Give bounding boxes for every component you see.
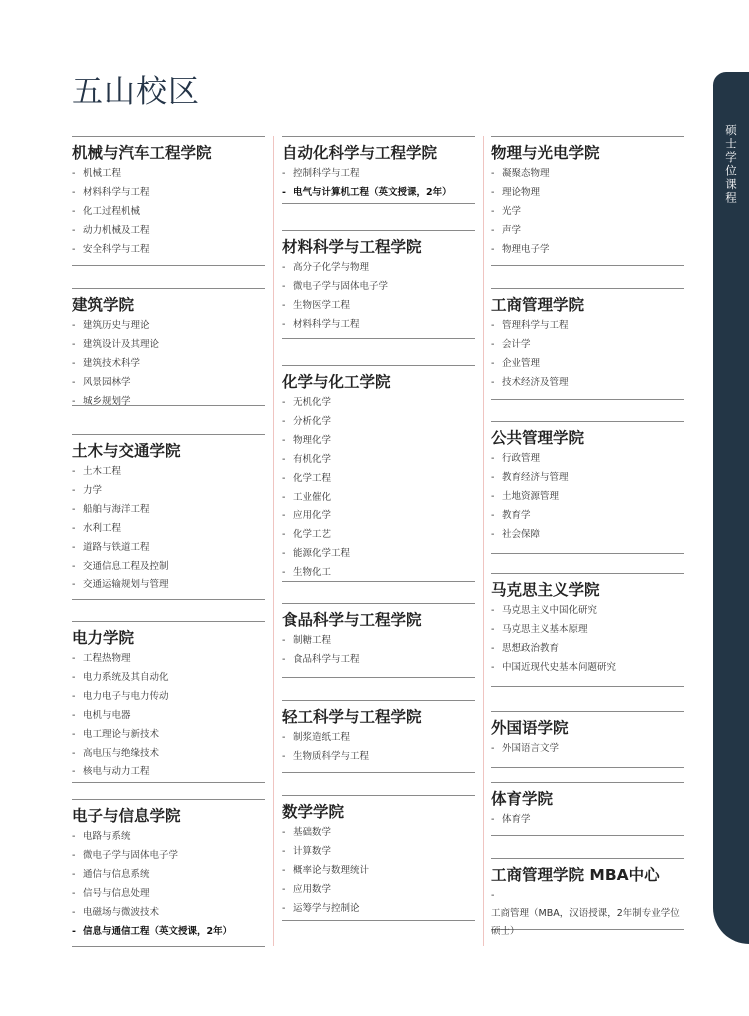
program-item xyxy=(491,184,684,203)
list-bullet: - xyxy=(282,548,286,560)
program-name: 微电子学与固体电子学 xyxy=(293,280,389,292)
college-name: 数学学院 xyxy=(282,803,345,821)
list-bullet: - xyxy=(72,320,76,331)
college-name: 外国语学院 xyxy=(491,719,569,737)
program-name: 微电子学与固体电子学 xyxy=(83,849,179,861)
program-name: 企业管理 xyxy=(502,357,541,369)
list-bullet: - xyxy=(491,490,495,502)
program-name: 化学工艺 xyxy=(293,529,332,541)
program-name: 机械工程 xyxy=(83,168,122,179)
college-name: 土木与交通学院 xyxy=(72,442,181,460)
program-item xyxy=(282,526,475,545)
program-item xyxy=(282,881,475,900)
program-name: 社会保障 xyxy=(502,528,541,540)
program-item xyxy=(282,297,475,316)
program-name: 工业催化 xyxy=(293,491,332,503)
list-bullet: - xyxy=(282,732,286,743)
list-bullet: - xyxy=(72,831,76,842)
list-bullet: - xyxy=(491,814,495,825)
program-name: 制糖工程 xyxy=(293,635,332,646)
program-name: 风景园林学 xyxy=(83,376,131,388)
program-item xyxy=(491,621,684,640)
program-list xyxy=(72,650,265,788)
program-item xyxy=(282,824,475,843)
program-name: 电机与电器 xyxy=(83,709,131,721)
program-item xyxy=(491,355,684,374)
program-item xyxy=(72,393,265,412)
list-bullet: - xyxy=(282,186,286,198)
college-block xyxy=(72,434,265,600)
college-block xyxy=(72,136,265,266)
list-bullet: - xyxy=(72,906,76,918)
program-name: 凝聚态物理 xyxy=(502,168,550,179)
college-block xyxy=(72,621,265,783)
program-list xyxy=(491,450,684,551)
program-name: 声学 xyxy=(502,224,522,236)
program-name: 道路与铁道工程 xyxy=(83,541,150,553)
college-block xyxy=(491,421,684,554)
list-bullet: - xyxy=(282,434,286,446)
list-bullet: - xyxy=(491,320,495,331)
program-name: 高分子化学与物理 xyxy=(293,262,370,273)
list-bullet: - xyxy=(72,503,76,515)
program-item xyxy=(282,651,475,670)
list-bullet: - xyxy=(491,605,495,616)
list-bullet: - xyxy=(72,205,76,217)
college-block xyxy=(72,288,265,406)
program-name: 电力系统及其自动化 xyxy=(83,671,169,683)
list-bullet: - xyxy=(282,750,286,762)
program-item xyxy=(72,885,265,904)
list-bullet: - xyxy=(72,466,76,477)
program-name: 电力电子与电力传动 xyxy=(83,690,169,702)
program-item xyxy=(491,317,684,336)
program-item xyxy=(491,203,684,222)
program-name: 外国语言文学 xyxy=(502,743,560,754)
program-item xyxy=(72,707,265,726)
program-name: 分析化学 xyxy=(293,415,332,427)
program-name: 会计学 xyxy=(502,338,531,350)
list-bullet: - xyxy=(72,747,76,759)
list-bullet: - xyxy=(72,224,76,236)
program-item xyxy=(72,317,265,336)
list-bullet: - xyxy=(72,766,76,778)
program-name: 无机化学 xyxy=(293,397,332,408)
college-block xyxy=(491,711,684,768)
program-item xyxy=(491,450,684,469)
list-bullet: - xyxy=(491,471,495,483)
program-item xyxy=(72,355,265,374)
list-bullet: - xyxy=(282,280,286,292)
program-name: 生物质科学与工程 xyxy=(293,750,370,762)
list-bullet: - xyxy=(491,509,495,521)
program-name: 建筑历史与理论 xyxy=(83,320,150,331)
college-block xyxy=(491,858,684,937)
program-name: 物理电子学 xyxy=(502,243,550,255)
list-bullet: - xyxy=(72,376,76,388)
program-name: 管理科学与工程 xyxy=(502,320,569,331)
program-list xyxy=(491,602,684,684)
list-bullet: - xyxy=(282,318,286,330)
side-tab xyxy=(713,72,749,944)
college-block xyxy=(282,795,475,921)
program-name: 电磁场与微波技术 xyxy=(83,906,160,918)
program-name: 力学 xyxy=(83,484,103,496)
list-bullet: - xyxy=(282,902,286,914)
program-name: 信息与通信工程（英文授课，2年） xyxy=(83,925,233,937)
list-bullet: - xyxy=(72,338,76,350)
program-item xyxy=(72,184,265,203)
program-name: 安全科学与工程 xyxy=(83,243,150,255)
program-name: 核电与动力工程 xyxy=(83,766,150,778)
program-item xyxy=(72,222,265,241)
program-item xyxy=(72,688,265,707)
program-item xyxy=(72,241,265,260)
program-list xyxy=(282,165,475,209)
list-bullet: - xyxy=(72,728,76,740)
list-bullet: - xyxy=(282,864,286,876)
college-name: 建筑学院 xyxy=(72,296,135,314)
list-bullet: - xyxy=(72,186,76,198)
college-name: 化学与化工学院 xyxy=(282,373,391,391)
program-name: 有机化学 xyxy=(293,453,332,465)
program-name: 思想政治教育 xyxy=(502,642,560,654)
college-name: 机械与汽车工程学院 xyxy=(72,144,212,162)
program-name: 马克思主义中国化研究 xyxy=(502,605,598,616)
program-item xyxy=(72,828,265,847)
program-item xyxy=(491,659,684,678)
program-name: 运筹学与控制论 xyxy=(293,902,360,914)
program-name: 食品科学与工程 xyxy=(293,653,360,665)
program-name: 应用数学 xyxy=(293,883,332,895)
program-name: 中国近现代史基本问题研究 xyxy=(502,661,617,673)
list-bullet: - xyxy=(72,484,76,496)
program-name: 计算数学 xyxy=(293,845,332,857)
list-bullet: - xyxy=(282,529,286,541)
program-item xyxy=(72,336,265,355)
program-name: 教育经济与管理 xyxy=(502,471,569,483)
program-name: 物理化学 xyxy=(293,434,332,446)
program-item xyxy=(72,539,265,558)
program-name: 应用化学 xyxy=(293,510,332,522)
program-name: 生物化工 xyxy=(293,567,332,579)
program-name: 制浆造纸工程 xyxy=(293,732,351,743)
list-bullet: - xyxy=(72,709,76,721)
program-item xyxy=(282,259,475,278)
college-block xyxy=(491,573,684,687)
list-bullet: - xyxy=(282,299,286,311)
program-list xyxy=(72,165,265,266)
list-bullet: - xyxy=(282,510,286,522)
list-bullet: - xyxy=(282,845,286,857)
list-bullet: - xyxy=(491,453,495,464)
program-name: 化工过程机械 xyxy=(83,205,141,217)
list-bullet: - xyxy=(282,567,286,579)
program-name: 交通信息工程及控制 xyxy=(83,560,169,572)
program-item xyxy=(282,900,475,919)
program-item xyxy=(72,866,265,885)
program-name: 材料科学与工程 xyxy=(83,186,150,198)
college-name: 体育学院 xyxy=(491,790,554,808)
list-bullet: - xyxy=(72,357,76,369)
program-item xyxy=(72,745,265,764)
program-item xyxy=(491,740,684,759)
college-name: 物理与光电学院 xyxy=(491,144,600,162)
list-bullet: - xyxy=(72,849,76,861)
list-bullet: - xyxy=(491,642,495,654)
program-item xyxy=(491,374,684,393)
program-item xyxy=(72,904,265,923)
program-list xyxy=(491,165,684,266)
program-item xyxy=(491,488,684,507)
program-item xyxy=(72,165,265,184)
program-item xyxy=(491,165,684,184)
program-item xyxy=(282,470,475,489)
program-item xyxy=(282,545,475,564)
program-item xyxy=(72,669,265,688)
list-bullet: - xyxy=(491,743,495,754)
program-list xyxy=(282,729,475,773)
list-bullet: - xyxy=(282,415,286,427)
program-item xyxy=(282,862,475,881)
program-item xyxy=(282,632,475,651)
list-bullet: - xyxy=(72,395,76,407)
program-item xyxy=(72,203,265,222)
college-block xyxy=(282,700,475,773)
program-name: 工商管理（MBA，汉语授课，2年制专业学位硕士） xyxy=(491,908,680,937)
program-name: 建筑设计及其理论 xyxy=(83,338,160,350)
page-title: 五山校区 xyxy=(72,74,200,110)
college-block xyxy=(72,799,265,947)
program-item xyxy=(491,241,684,260)
list-bullet: - xyxy=(491,338,495,350)
program-list xyxy=(491,811,684,836)
college-name: 自动化科学与工程学院 xyxy=(282,144,438,162)
program-list xyxy=(72,828,265,947)
program-name: 水利工程 xyxy=(83,522,122,534)
list-bullet: - xyxy=(282,653,286,665)
list-bullet: - xyxy=(72,925,76,937)
list-bullet: - xyxy=(491,357,495,369)
program-name: 高电压与绝缘技术 xyxy=(83,747,160,759)
program-item xyxy=(282,278,475,297)
program-name: 城乡规划学 xyxy=(83,395,131,407)
program-item xyxy=(72,482,265,501)
list-bullet: - xyxy=(72,243,76,255)
program-name: 技术经济及管理 xyxy=(502,376,569,388)
college-block xyxy=(491,136,684,266)
list-bullet: - xyxy=(282,453,286,465)
side-tab-label: 硕士学位课程 xyxy=(724,124,738,205)
program-list xyxy=(282,259,475,341)
program-name: 信号与信息处理 xyxy=(83,887,150,899)
list-bullet: - xyxy=(72,168,76,179)
program-item xyxy=(282,843,475,862)
list-bullet: - xyxy=(491,224,495,236)
program-name: 船舶与海洋工程 xyxy=(83,503,150,515)
program-item xyxy=(282,729,475,748)
program-item xyxy=(72,576,265,595)
program-item xyxy=(491,336,684,355)
program-item xyxy=(491,469,684,488)
program-name: 材料科学与工程 xyxy=(293,318,360,330)
college-name: 轻工科学与工程学院 xyxy=(282,708,422,726)
list-bullet: - xyxy=(491,205,495,217)
program-item xyxy=(72,520,265,539)
program-item xyxy=(72,726,265,745)
college-name: 电子与信息学院 xyxy=(72,807,181,825)
program-list xyxy=(491,740,684,765)
program-item xyxy=(72,650,265,669)
college-name: 食品科学与工程学院 xyxy=(282,611,422,629)
list-bullet: - xyxy=(491,168,495,179)
program-item xyxy=(282,413,475,432)
list-bullet: - xyxy=(282,827,286,838)
list-bullet: - xyxy=(282,472,286,484)
list-bullet: - xyxy=(282,168,286,179)
program-name: 建筑技术科学 xyxy=(83,357,141,369)
program-item xyxy=(282,489,475,508)
program-item xyxy=(282,432,475,451)
program-item xyxy=(72,374,265,393)
program-item xyxy=(72,501,265,520)
program-item xyxy=(491,222,684,241)
list-bullet: - xyxy=(491,890,495,901)
college-name: 马克思主义学院 xyxy=(491,581,600,599)
program-item xyxy=(282,507,475,526)
program-name: 概率论与数理统计 xyxy=(293,864,370,876)
list-bullet: - xyxy=(72,522,76,534)
list-bullet: - xyxy=(491,623,495,635)
program-item xyxy=(491,507,684,526)
program-name: 体育学 xyxy=(502,814,531,825)
college-name: 电力学院 xyxy=(72,629,135,647)
list-bullet: - xyxy=(72,887,76,899)
program-item xyxy=(72,847,265,866)
program-item xyxy=(282,394,475,413)
program-list xyxy=(282,632,475,676)
program-name: 动力机械及工程 xyxy=(83,224,150,236)
program-name: 电气与计算机工程（英文授课，2年） xyxy=(293,186,452,198)
program-name: 行政管理 xyxy=(502,453,541,464)
college-block xyxy=(282,603,475,678)
program-item xyxy=(282,184,475,203)
program-list xyxy=(72,317,265,418)
college-name: 工商管理学院 xyxy=(491,296,585,314)
program-name: 光学 xyxy=(502,205,522,217)
column-divider xyxy=(483,136,484,946)
program-name: 基础数学 xyxy=(293,827,332,838)
list-bullet: - xyxy=(282,397,286,408)
program-item xyxy=(72,923,265,942)
list-bullet: - xyxy=(491,528,495,540)
program-name: 电工理论与新技术 xyxy=(83,728,160,740)
program-item xyxy=(491,640,684,659)
list-bullet: - xyxy=(72,541,76,553)
program-item xyxy=(491,526,684,545)
list-bullet: - xyxy=(72,653,76,664)
program-item xyxy=(491,602,684,621)
college-block xyxy=(282,230,475,339)
program-item xyxy=(491,887,684,941)
program-item xyxy=(72,558,265,577)
list-bullet: - xyxy=(72,868,76,880)
program-list xyxy=(72,463,265,601)
list-bullet: - xyxy=(491,186,495,198)
college-block xyxy=(491,288,684,400)
college-name: 公共管理学院 xyxy=(491,429,585,447)
list-bullet: - xyxy=(491,661,495,673)
program-name: 化学工程 xyxy=(293,472,332,484)
program-list xyxy=(491,317,684,399)
list-bullet: - xyxy=(491,376,495,388)
college-block xyxy=(491,782,684,836)
list-bullet: - xyxy=(282,491,286,503)
program-name: 能源化学工程 xyxy=(293,548,351,560)
list-bullet: - xyxy=(72,690,76,702)
list-bullet: - xyxy=(491,243,495,255)
list-bullet: - xyxy=(282,883,286,895)
program-name: 交通运输规划与管理 xyxy=(83,579,169,591)
program-list xyxy=(282,824,475,925)
program-item xyxy=(282,748,475,767)
program-name: 理论物理 xyxy=(502,186,541,198)
program-name: 马克思主义基本原理 xyxy=(502,623,588,635)
college-block xyxy=(282,136,475,204)
list-bullet: - xyxy=(72,671,76,683)
college-name: 工商管理学院 MBA中心 xyxy=(491,866,660,884)
list-bullet: - xyxy=(282,262,286,273)
program-item xyxy=(282,316,475,335)
program-item xyxy=(282,165,475,184)
program-name: 生物医学工程 xyxy=(293,299,351,311)
list-bullet: - xyxy=(72,560,76,572)
program-name: 教育学 xyxy=(502,509,531,521)
list-bullet: - xyxy=(72,579,76,591)
college-block xyxy=(282,365,475,582)
list-bullet: - xyxy=(282,635,286,646)
program-name: 土地资源管理 xyxy=(502,490,560,502)
program-name: 工程热物理 xyxy=(83,653,131,664)
program-item xyxy=(282,451,475,470)
program-name: 土木工程 xyxy=(83,466,122,477)
program-list xyxy=(491,887,684,947)
program-name: 电路与系统 xyxy=(83,831,131,842)
program-list xyxy=(282,394,475,589)
program-item xyxy=(72,763,265,782)
program-name: 通信与信息系统 xyxy=(83,868,150,880)
program-item xyxy=(491,811,684,830)
column-divider xyxy=(273,136,274,946)
program-item xyxy=(282,564,475,583)
program-item xyxy=(72,463,265,482)
college-name: 材料科学与工程学院 xyxy=(282,238,422,256)
program-name: 控制科学与工程 xyxy=(293,168,360,179)
